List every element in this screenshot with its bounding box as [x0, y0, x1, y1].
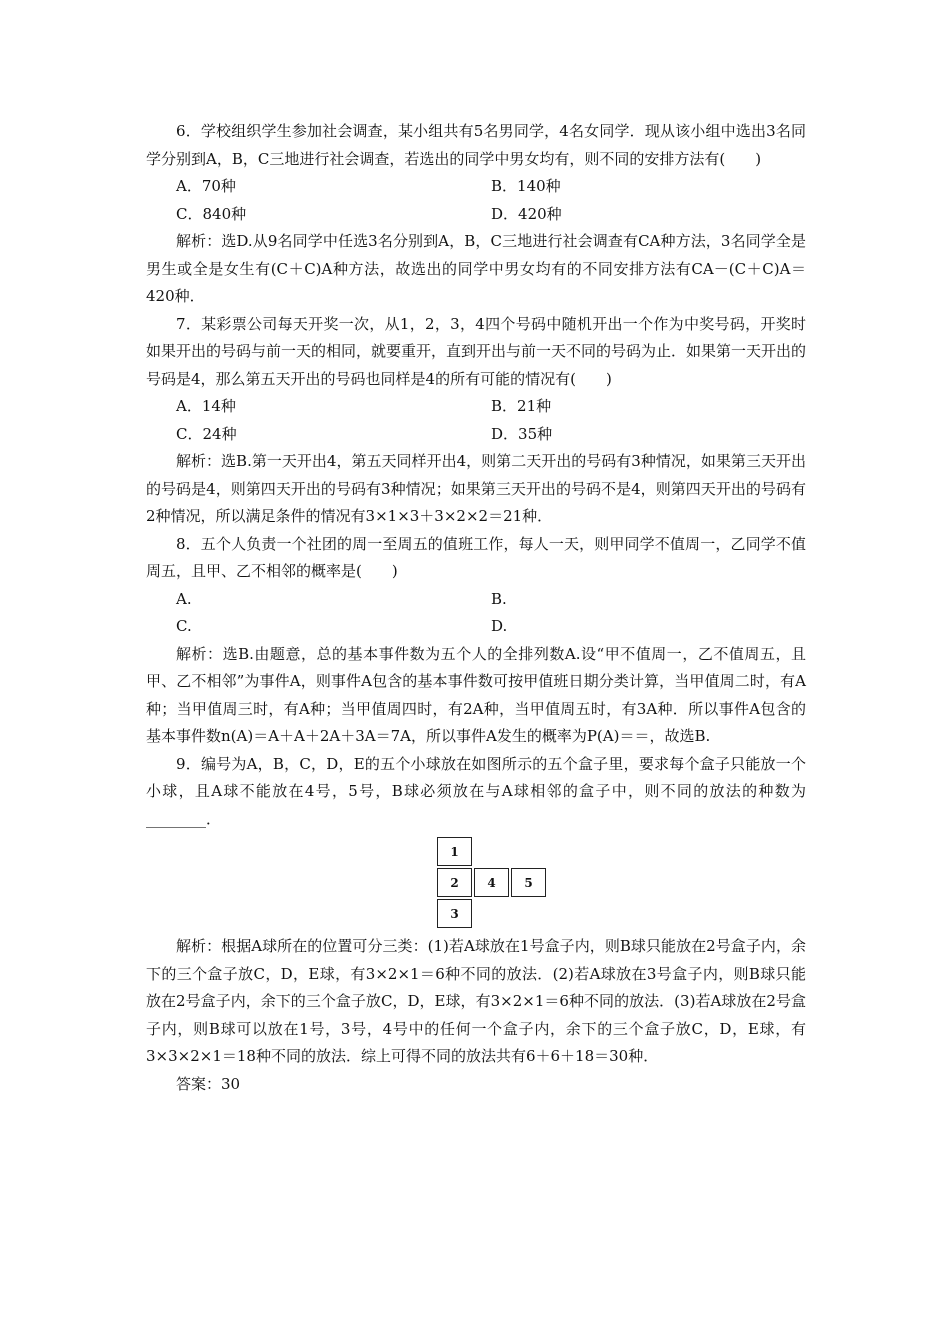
q6-solution: 解析：选D.从9名同学中任选3名分别到A，B，C三地进行社会调查有CA种方法，3名同学全是男生或全是女生有(C＋C)A种方法，故选出的同学中男女均有的不同安排方法有CA－(C＋C)A＝420种．	[146, 232, 806, 305]
q8-options-row1	[146, 586, 806, 614]
q8-stem: 8．五个人负责一个社团的周一至周五的值班工作，每人一天，则甲同学不值周一，乙同学不值周五，且甲、乙不相邻的概率是( )	[146, 534, 806, 580]
box-3: 3	[437, 899, 472, 928]
q6-options-row2	[146, 201, 806, 229]
q7-options-row2	[146, 421, 806, 449]
q8-option-c: C.	[176, 617, 192, 635]
q9-box-figure	[146, 837, 806, 929]
q8-option-d: D.	[491, 617, 508, 635]
q8-option-b: B.	[491, 589, 507, 608]
q9-solution: 解析：根据A球所在的位置可分三类：(1)若A球放在1号盒子内，则B球只能放在2号盒子内，余下的三个盒子放C，D，E球，有3×2×1＝6种不同的放法．(2)若A球放在3号盒子内，则B球只能放在2号盒子内，余下的三个盒子放C，D，E球，有3×2×1＝6种不同的放法．(3)若A球放在2号盒子内，则B球可以放在1号，3号，4号中的任何一个盒子内，余下的三个盒子放C，D，E球，有3×3×2×1＝18种不同的放法．综上可得不同的放法共有6＋6＋18＝30种．	[146, 937, 806, 1065]
q7-solution: 解析：选B.第一天开出4，第五天同样开出4，则第二天开出的号码有3种情况，如果第三天开出的号码是4，则第四天开出的号码有3种情况；如果第三天开出的号码不是4，则第四天开出的号码有2种情况，所以满足条件的情况有3×1×3＋3×2×2＝21种．	[146, 452, 806, 525]
box-1: 1	[437, 837, 472, 866]
q6-option-d: D．420种	[491, 204, 562, 223]
q9-stem: 9．编号为A，B，C，D，E的五个小球放在如图所示的五个盒子里，要求每个盒子只能放一个小球，且A球不能放在4号，5号，B球必须放在与A球相邻的盒子中，则不同的放法的种数为________．	[146, 754, 806, 828]
box-5: 5	[511, 868, 546, 897]
box-grid	[437, 837, 547, 929]
document-page	[146, 118, 806, 1098]
q7-options-row1	[146, 393, 806, 421]
q7-option-a: A．14种	[176, 397, 236, 415]
q7-stem: 7．某彩票公司每天开奖一次，从1，2，3，4四个号码中随机开出一个作为中奖号码，开奖时如果开出的号码与前一天的相同，就要重开，直到开出与前一天不同的号码为止．如果第一天开出的号码是4，那么第五天开出的号码也同样是4的所有可能的情况有( )	[146, 314, 807, 388]
q8-option-a: A.	[176, 589, 192, 608]
q7-option-d: D．35种	[491, 424, 553, 443]
q9-answer: 答案：30	[176, 1074, 241, 1093]
q7-option-b: B．21种	[491, 397, 552, 415]
box-4: 4	[474, 868, 509, 897]
q6-option-c: C．840种	[176, 204, 247, 223]
box-2: 2	[437, 868, 472, 897]
q8-options-row2	[146, 613, 806, 641]
q6-options-row1	[146, 173, 806, 201]
q8-solution: 解析：选B.由题意，总的基本事件数为五个人的全排列数A.设“甲不值周一，乙不值周五，且甲、乙不相邻”为事件A，则事件A包含的基本事件数可按甲值班日期分类计算，当甲值周二时，有A种；当甲值周三时，有A种；当甲值周四时，有2A种，当甲值周五时，有3A种．所以事件A包含的基本事件数n(A)＝A＋A＋2A＋3A＝7A，所以事件A发生的概率为P(A)＝＝，故选B.	[146, 644, 806, 745]
q6-stem: 6．学校组织学生参加社会调查，某小组共有5名男同学，4名女同学．现从该小组中选出3名同学分别到A，B，C三地进行社会调查，若选出的同学中男女均有，则不同的安排方法有( )	[146, 122, 806, 168]
q6-option-b: B．140种	[491, 177, 561, 195]
q7-option-c: C．24种	[176, 424, 237, 443]
q6-option-a: A．70种	[176, 177, 236, 195]
